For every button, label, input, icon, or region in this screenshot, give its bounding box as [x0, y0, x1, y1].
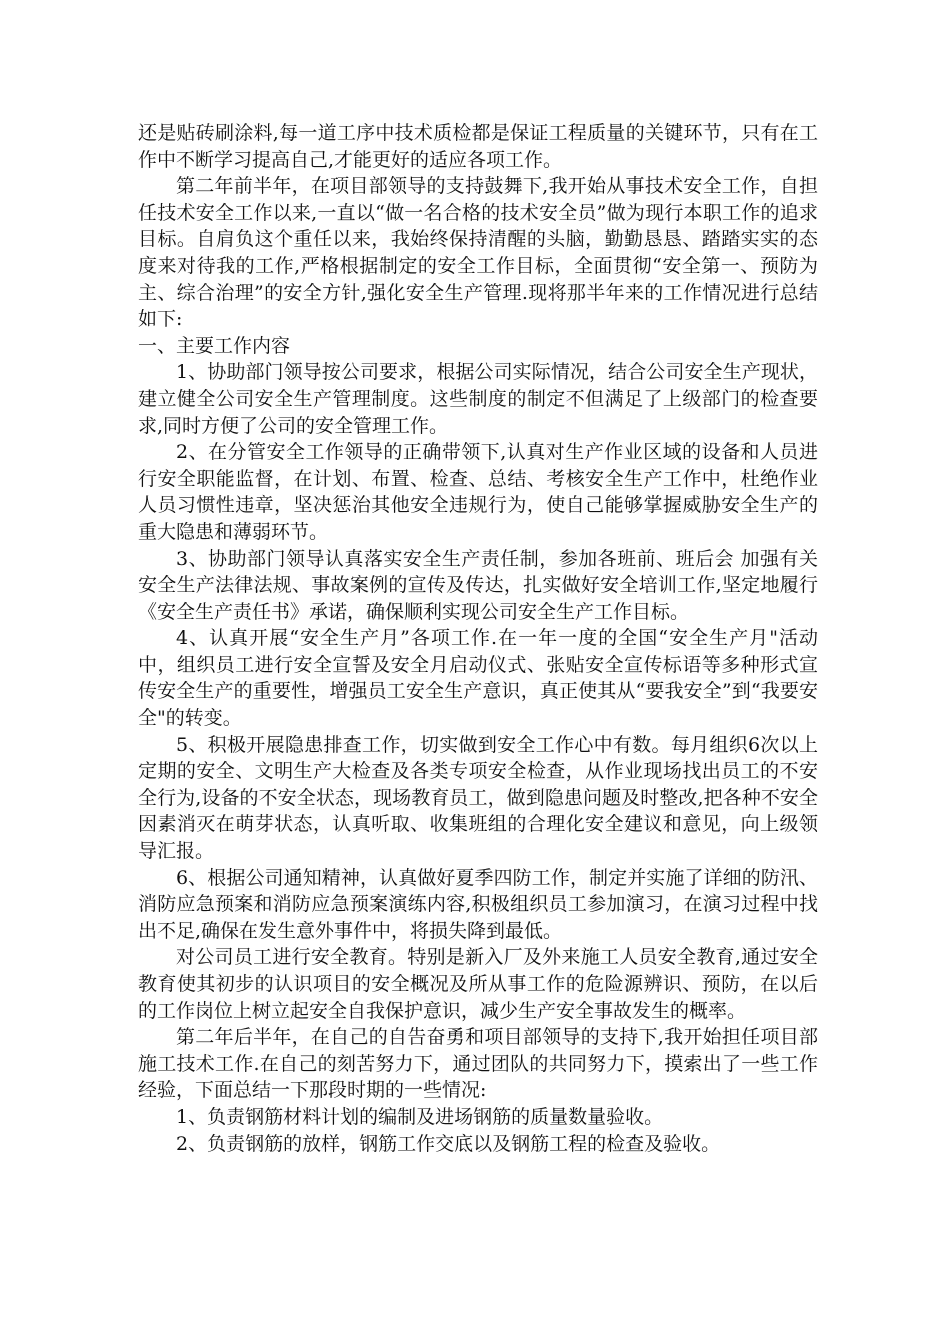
document-body: [138, 120, 818, 1157]
list-item: 6、根据公司通知精神，认真做好夏季四防工作，制定并实施了详细的防汛、消防应急预案和消防应急预案演练内容,积极组织员工参加演习，在演习过程中找出不足,确保在发生意外事件中，将损失降到最低。: [138, 866, 818, 942]
paragraph-safety-education: 对公司员工进行安全教育。特别是新入厂及外来施工人员安全教育,通过安全教育使其初步的认识项目的安全概况及所从事工作的危险源辨识、预防，在以后的工作岗位上树立起安全自我保护意识，减少生产安全事故发生的概率。: [138, 946, 818, 1022]
section-heading-main-work: 一、主要工作内容: [138, 334, 291, 357]
list-item: 5、积极开展隐患排查工作，切实做到安全工作心中有数。每月组织6次以上定期的安全、文明生产大检查及各类专项安全检查，从作业现场找出员工的不安全行为,设备的不安全状态，现场教育员工，做到隐患问题及时整改,把各种不安全因素消灭在萌芽状态，认真听取、收集班组的合理化安全建议和意见，向上级领导汇报。: [138, 733, 818, 863]
paragraph-intro-continuation: 还是贴砖刷涂料,每一道工序中技术质检都是保证工程质量的关键环节，只有在工作中不断学习提高自己,才能更好的适应各项工作。: [138, 122, 818, 171]
paragraph-second-half-year: 第二年后半年，在自己的自告奋勇和项目部领导的支持下,我开始担任项目部施工技术工作.在自己的刻苦努力下，通过团队的共同努力下，摸索出了一些工作经验，下面总结一下那段时期的一些情况:: [138, 1026, 818, 1102]
list-item: 3、协助部门领导认真落实安全生产责任制，参加各班前、班后会 加强有关安全生产法律法规、事故案例的宣传及传达，扎实做好安全培训工作,坚定地履行《安全生产责任书》承诺，确保顺利实现公司安全生产工作目标。: [138, 547, 818, 623]
list-item: 1、负责钢筋材料计划的编制及进场钢筋的质量数量验收。: [176, 1105, 664, 1128]
paragraph-first-half-year: 第二年前半年，在项目部领导的支持鼓舞下,我开始从事技术安全工作，自担任技术安全工作以来,一直以“做一名合格的技术安全员”做为现行本职工作的追求目标。自肩负这个重任以来，我始终保持清醒的头脑，勤勤恳恳、踏踏实实的态度来对待我的工作,严格根据制定的安全工作目标，全面贯彻“安全第一、预防为主、综合治理”的安全方针,强化安全生产管理.现将那半年来的工作情况进行总结如下:: [138, 175, 818, 331]
list-item: 4、认真开展“安全生产月”各项工作.在一年一度的全国“安全生产月"活动中，组织员工进行安全宣誓及安全月启动仪式、张贴安全宣传标语等多种形式宣传安全生产的重要性，增强员工安全生产意识，真正使其从“要我安全”到“我要安全"的转变。: [138, 627, 818, 730]
list-item: 2、负责钢筋的放样，钢筋工作交底以及钢筋工程的检查及验收。: [176, 1132, 721, 1155]
list-item: 1、协助部门领导按公司要求，根据公司实际情况，结合公司安全生产现状，建立健全公司安全生产管理制度。这些制度的制定不但满足了上级部门的检查要求,同时方便了公司的安全管理工作。: [138, 361, 818, 437]
list-item: 2、在分管安全工作领导的正确带领下,认真对生产作业区域的设备和人员进行安全职能监督，在计划、布置、检查、总结、考核安全生产工作中，杜绝作业人员习惯性违章，坚决惩治其他安全违规行为，使自己能够掌握威胁安全生产的重大隐患和薄弱环节。: [138, 441, 818, 543]
